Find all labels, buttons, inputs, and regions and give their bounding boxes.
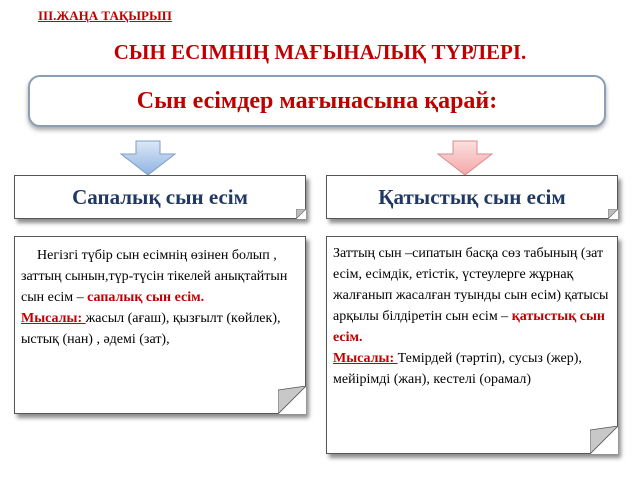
down-arrow-icon-right	[437, 140, 493, 176]
relative-description	[326, 236, 618, 454]
page-fold-icon	[296, 209, 306, 219]
classification-banner	[28, 75, 606, 127]
relative-definition: Заттың сын –сипатын басқа сөз табының (зат есім, есімдік, етістік, үстеулерге жұрнақ жалғанып жасалған туынды сын есім) қатысы арқылы білдіретін сын есім –	[333, 246, 609, 324]
qualitative-description	[14, 236, 306, 414]
relative-term: қатыстық сын есім.	[333, 309, 605, 345]
category-qualitative	[14, 175, 306, 219]
page-fold-icon	[278, 386, 306, 414]
relative-example-text: Темірдей (тәртіп), сусыз (жер), мейірімді (жан), кестелі (орамал)	[333, 351, 582, 387]
qualitative-example-label: Мысалы:	[21, 311, 86, 326]
page-title: СЫН ЕСІМНІҢ МАҒЫНАЛЫҚ ТҮРЛЕРІ.	[113, 40, 527, 64]
qualitative-definition: Негізгі түбір сын есімнің өзінен болып , заттың сынын,түр-түсін тікелей анықтайтын сын есім –	[21, 248, 288, 305]
banner-text: Сын есімдер мағынасына қарай:	[136, 87, 498, 114]
qualitative-term: сапалық сын есім.	[87, 290, 205, 305]
down-arrow-icon-left	[120, 140, 176, 176]
category-relative-label: Қатыстық сын есім	[378, 184, 566, 209]
relative-example-label: Мысалы:	[333, 351, 398, 366]
page-fold-icon	[608, 209, 618, 219]
qualitative-example-text: жасыл (ағаш), қызғылт (көйлек), ыстық (нан) , әдемі (зат),	[21, 311, 281, 347]
page-fold-icon	[590, 426, 618, 454]
category-qualitative-label: Сапалық сын есім	[72, 184, 248, 209]
section-label: III.ЖАҢА ТАҚЫРЫП	[38, 8, 172, 23]
category-relative	[326, 175, 618, 219]
